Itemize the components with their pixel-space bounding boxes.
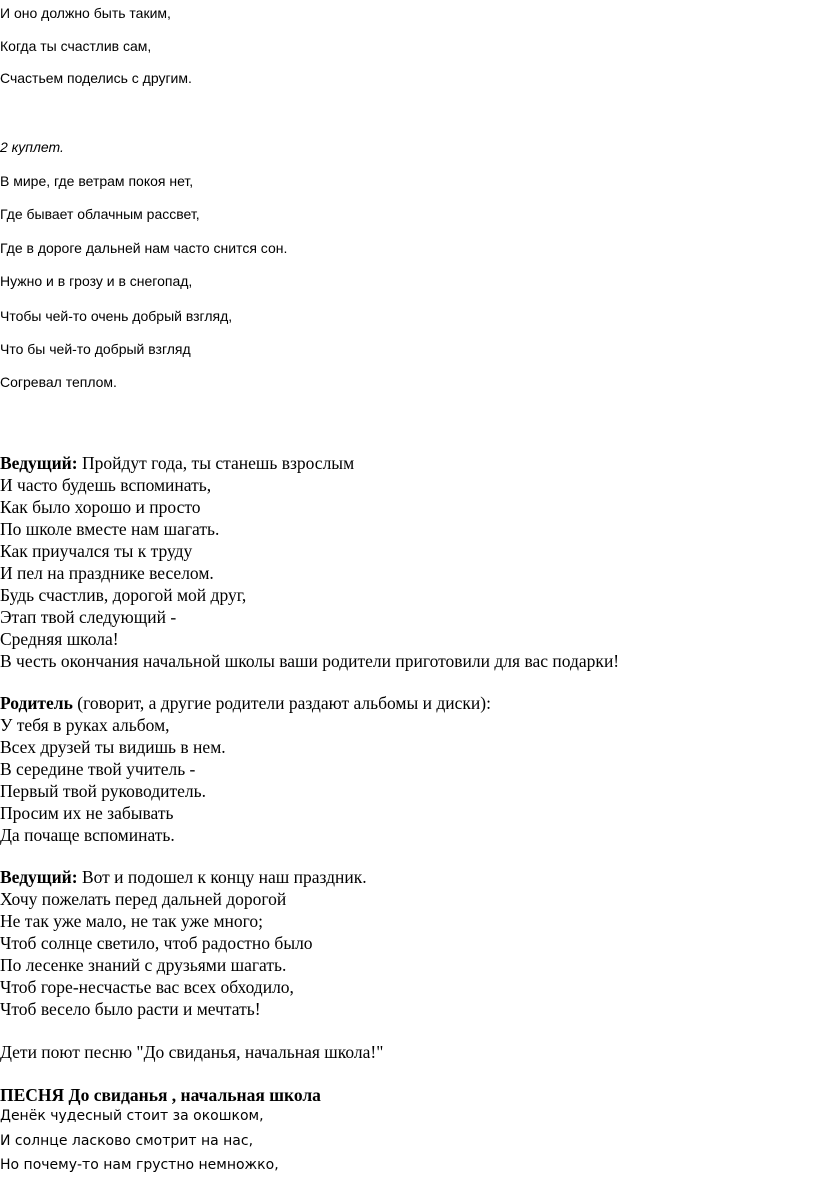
speaker-name: Родитель: [0, 693, 73, 713]
speech-line: Как приучался ты к труду: [0, 541, 193, 561]
speaker-name: Ведущий:: [0, 453, 78, 473]
speech-line: У тебя в руках альбом,: [0, 715, 170, 735]
speech-line: И часто будешь вспоминать,: [0, 475, 212, 495]
speech-text: (говорит, а другие родители раздают альбомы и диски):: [72, 693, 491, 713]
verse-line: Где бывает облачным рассвет,: [0, 206, 200, 222]
host-line: [0, 452, 354, 474]
speech-line: Этап твой следующий -: [0, 607, 177, 627]
verse-line: Нужно и в грозу и в снегопад,: [0, 273, 193, 289]
verse-line: И оно должно быть таким,: [0, 5, 171, 21]
speech-line: Всех друзей ты видишь в нем.: [0, 737, 226, 757]
speech-line: По лесенке знаний с друзьями шагать.: [0, 955, 287, 975]
speech-line: Как было хорошо и просто: [0, 497, 201, 517]
speech-line: В честь окончания начальной школы ваши родители приготовили для вас подарки!: [0, 651, 620, 671]
song-title: [0, 1084, 321, 1106]
speech-line: Не так уже мало, не так уже много;: [0, 911, 263, 931]
verse-line: Где в дороге дальней нам часто снится сон.: [0, 240, 288, 256]
speech-line: Средняя школа!: [0, 629, 119, 649]
speech-line: Да почаще вспоминать.: [0, 825, 175, 845]
speech-text: Вот и подошел к концу наш праздник.: [77, 867, 367, 887]
speech-line: Чтоб горе-несчастье вас всех обходило,: [0, 977, 294, 997]
verse-line: В мире, где ветрам покоя нет,: [0, 173, 194, 189]
verse-line: Чтобы чей-то очень добрый взгляд,: [0, 308, 233, 324]
speech-line: Просим их не забывать: [0, 803, 174, 823]
verse-heading: 2 куплет.: [0, 139, 64, 155]
speech-text: Пройдут года, ты станешь взрослым: [77, 453, 355, 473]
parent-line: [0, 692, 491, 714]
stage-direction: Дети поют песню "До свиданья, начальная школа!": [0, 1042, 384, 1062]
speech-line: Чтоб весело было расти и мечтать!: [0, 999, 261, 1019]
speech-line: Будь счастлив, дорогой мой друг,: [0, 585, 247, 605]
speech-line: И пел на празднике веселом.: [0, 563, 214, 583]
speaker-name: Ведущий:: [0, 867, 78, 887]
speech-line: Первый твой руководитель.: [0, 781, 206, 801]
verse-line: Согревал теплом.: [0, 374, 117, 390]
host-line: [0, 866, 367, 888]
speech-line: Хочу пожелать перед дальней дорогой: [0, 889, 287, 909]
verse-line: Что бы чей-то добрый взгляд: [0, 341, 191, 357]
speech-line: По школе вместе нам шагать.: [0, 519, 220, 539]
song-line: Денёк чудесный стоит за окошком,: [0, 1108, 264, 1124]
speech-line: Чтоб солнце светило, чтоб радостно было: [0, 933, 313, 953]
song-title-text: ПЕСНЯ До свиданья , начальная школа: [0, 1085, 321, 1105]
song-line: И солнце ласково смотрит на нас,: [0, 1133, 254, 1149]
verse-line: Счастьем поделись с другим.: [0, 70, 192, 86]
song-line: Но почему-то нам грустно немножко,: [0, 1157, 279, 1173]
speech-line: В середине твой учитель -: [0, 759, 196, 779]
verse-line: Когда ты счастлив сам,: [0, 38, 152, 54]
